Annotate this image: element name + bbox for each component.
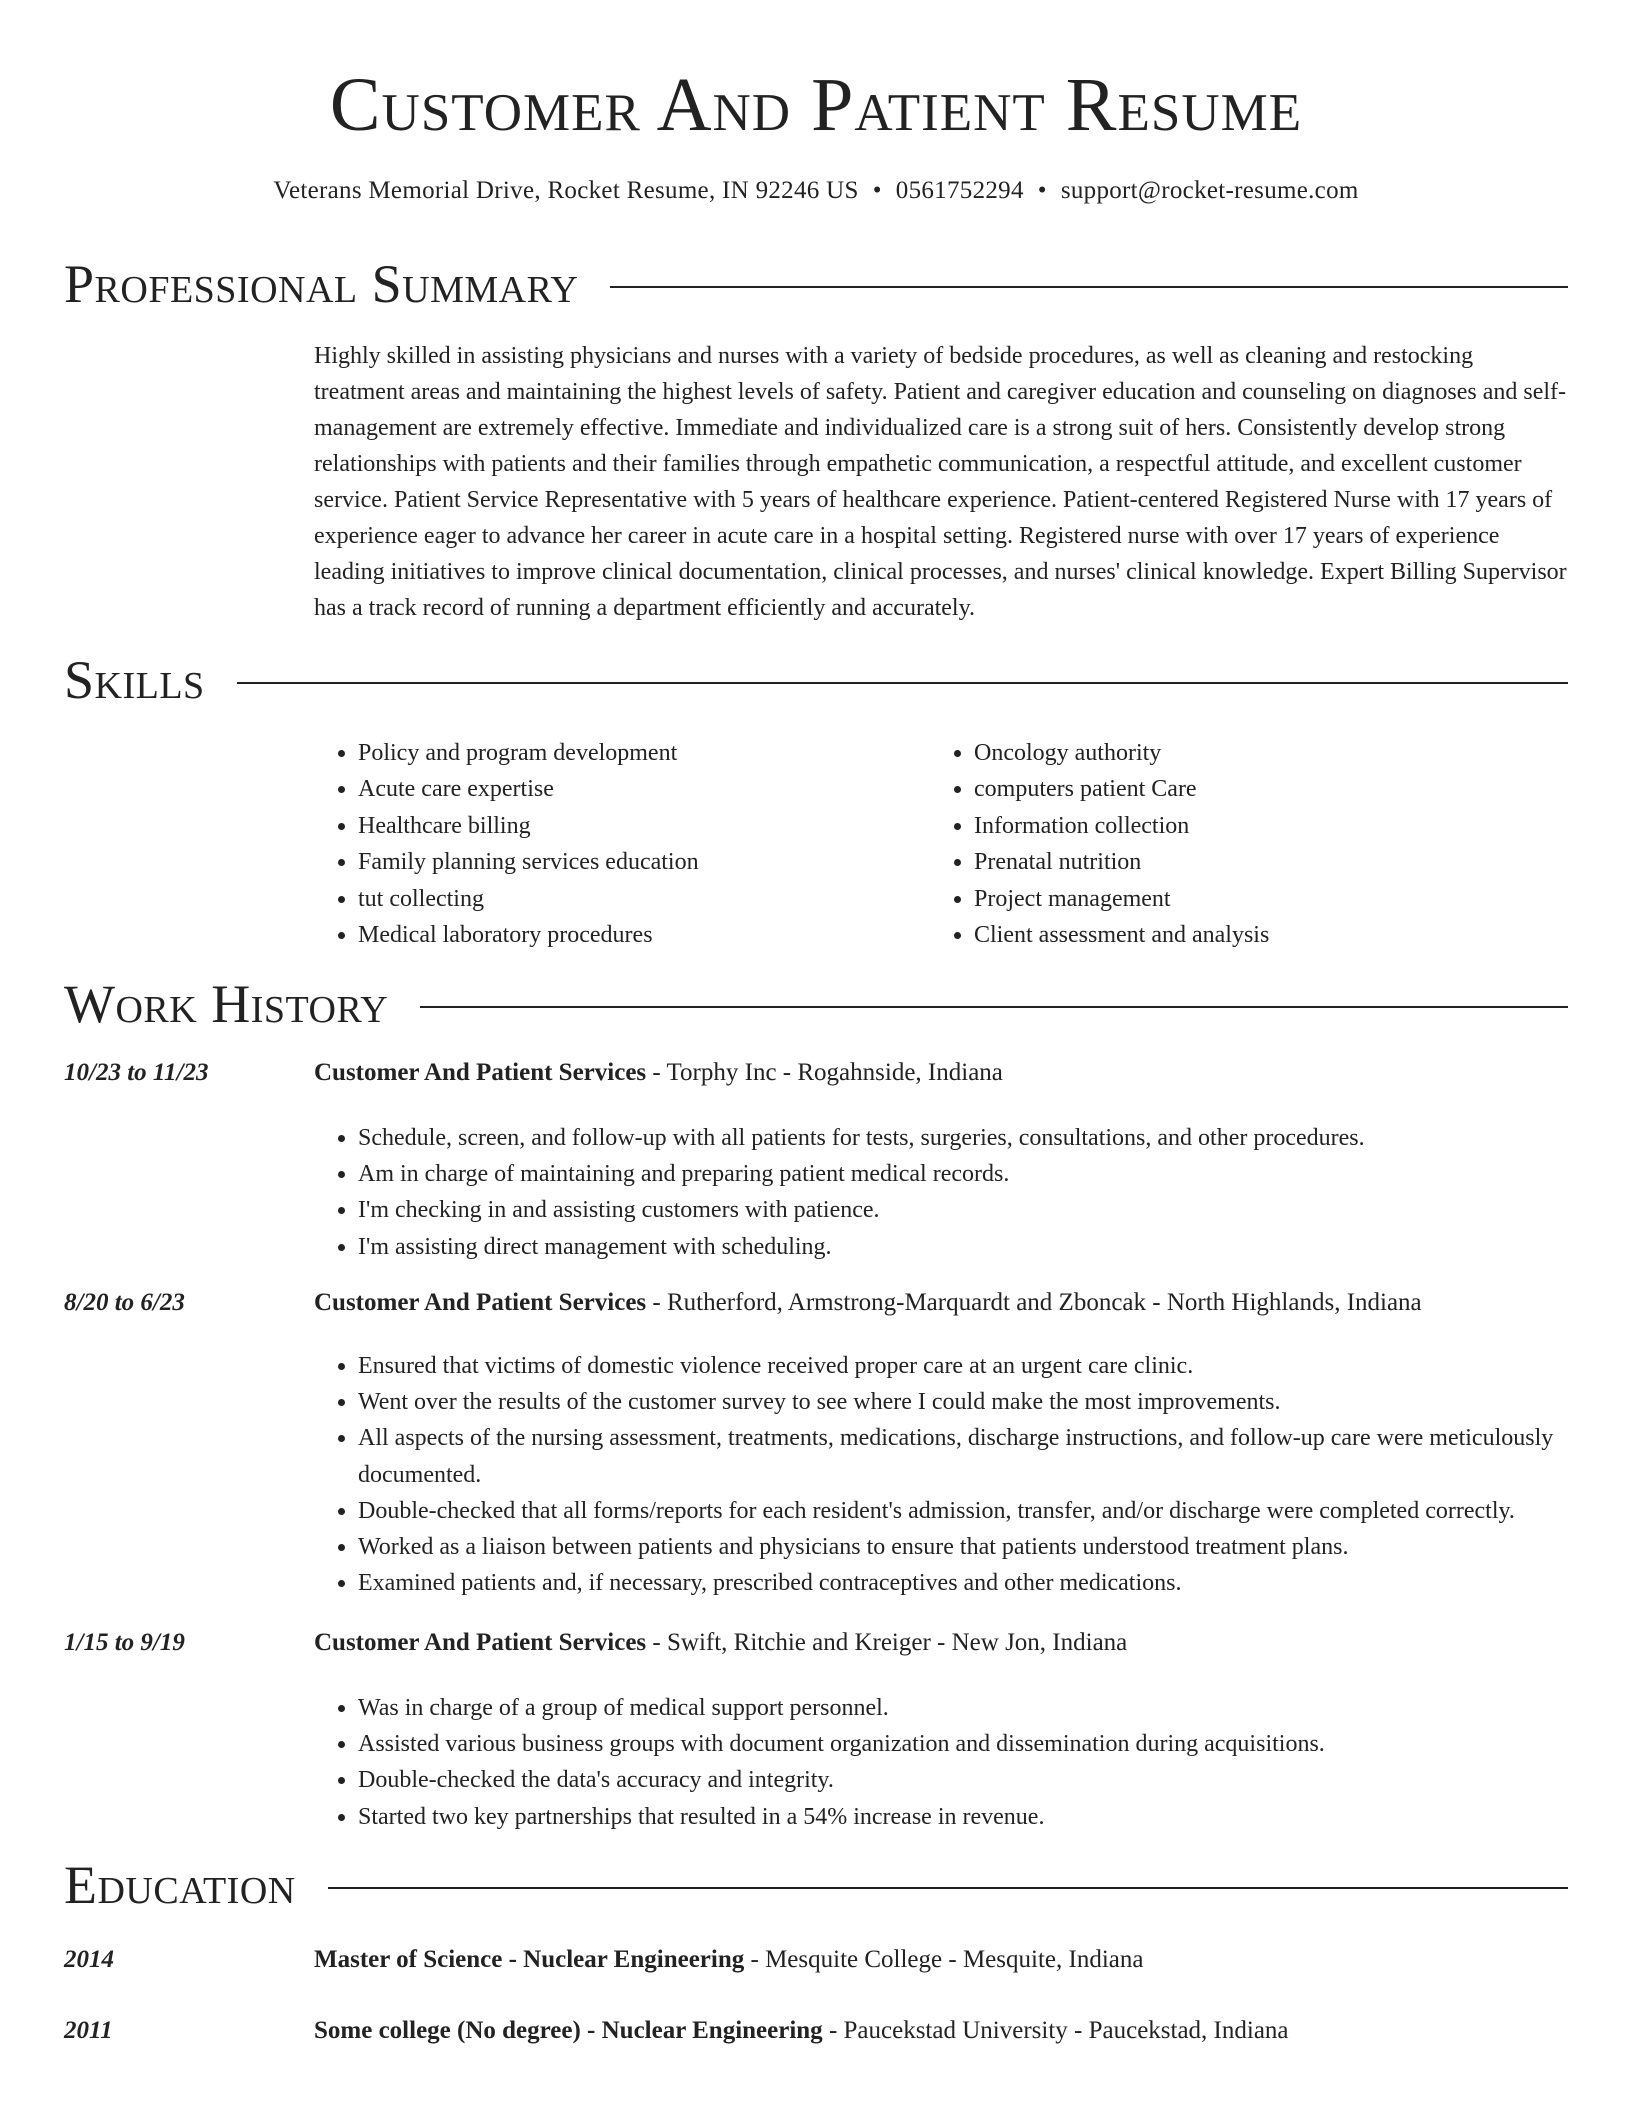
work-heading: Work History bbox=[64, 974, 389, 1034]
job-duty-item: • Am in charge of maintaining and preparing patient medical records. bbox=[358, 1156, 1568, 1192]
job-duty-item: • Double-checked that all forms/reports for each resident's admission, transfer, and/or discharge were completed correctly. bbox=[358, 1493, 1568, 1529]
education-year: 2014 bbox=[64, 1946, 114, 1973]
skill-item: • Healthcare billing bbox=[358, 808, 930, 844]
job-duty-item: • Schedule, screen, and follow-up with all patients for tests, surgeries, consultations, and other procedures. bbox=[358, 1120, 1568, 1156]
skills-section-heading bbox=[64, 648, 1568, 712]
job-employer: - Rutherford, Armstrong-Marquardt and Zboncak - North Highlands, Indiana bbox=[646, 1289, 1422, 1316]
education-heading: Education bbox=[64, 1855, 296, 1915]
job-duty-item: • Assisted various business groups with document organization and dissemination during acquisitions. bbox=[358, 1726, 1568, 1762]
job-title: Customer And Patient Services bbox=[314, 1289, 647, 1316]
education-year: 2011 bbox=[64, 2017, 113, 2044]
skills-column-right bbox=[930, 735, 1546, 953]
education-degree: Master of Science - Nuclear Engineering bbox=[314, 1946, 745, 1973]
section-divider bbox=[328, 1887, 1568, 1889]
education-school: - Paucekstad University - Paucekstad, Indiana bbox=[822, 2017, 1289, 2044]
job-title-line bbox=[314, 1285, 1568, 1321]
work-section-heading bbox=[64, 972, 1568, 1036]
skill-item: • Client assessment and analysis bbox=[974, 917, 1546, 953]
skill-item: • Prenatal nutrition bbox=[974, 844, 1546, 880]
section-divider bbox=[420, 1006, 1568, 1008]
skill-item: • Project management bbox=[974, 881, 1546, 917]
job-duty-item: • Double-checked the data's accuracy and integrity. bbox=[358, 1762, 1568, 1798]
contact-email: support@rocket-resume.com bbox=[1060, 177, 1359, 204]
job-duty-item: • Was in charge of a group of medical support personnel. bbox=[358, 1690, 1568, 1726]
contact-address: Veterans Memorial Drive, Rocket Resume, IN 92246 US bbox=[273, 177, 859, 204]
contact-separator: • bbox=[1037, 177, 1047, 204]
job-duties bbox=[314, 1348, 1568, 1601]
skills-column-left bbox=[314, 735, 930, 953]
education-entry bbox=[314, 1942, 1568, 1978]
skill-item: • Medical laboratory procedures bbox=[358, 917, 930, 953]
contact-phone: 0561752294 bbox=[895, 177, 1024, 204]
job-duty-item: • All aspects of the nursing assessment, treatments, medications, discharge instructions, and follow-up care were meticulously documented. bbox=[358, 1420, 1568, 1492]
summary-heading: Professional Summary bbox=[64, 254, 579, 314]
job-duty-item: • Went over the results of the customer survey to see where I could make the most improvements. bbox=[358, 1384, 1568, 1420]
education-degree: Some college (No degree) - Nuclear Engineering bbox=[314, 2017, 823, 2044]
education-school: - Mesquite College - Mesquite, Indiana bbox=[744, 1946, 1144, 1973]
resume-title: Customer And Patient Resume bbox=[329, 63, 1303, 147]
skill-item: • Family planning services education bbox=[358, 844, 930, 880]
job-duties bbox=[314, 1690, 1568, 1835]
skills-heading: Skills bbox=[64, 650, 205, 710]
job-duty-item: • Ensured that victims of domestic violence received proper care at an urgent care clinic. bbox=[358, 1348, 1568, 1384]
section-divider bbox=[610, 286, 1568, 288]
skill-item: • tut collecting bbox=[358, 881, 930, 917]
education-section-heading bbox=[64, 1853, 1568, 1917]
job-title: Customer And Patient Services bbox=[314, 1059, 647, 1086]
job-dates: 10/23 to 11/23 bbox=[64, 1059, 209, 1086]
job-dates: 8/20 to 6/23 bbox=[64, 1289, 185, 1316]
job-duties bbox=[314, 1120, 1568, 1265]
section-divider bbox=[237, 682, 1568, 684]
contact-line bbox=[64, 174, 1568, 208]
skill-item: • Policy and program development bbox=[358, 735, 930, 771]
job-duty-item: • Examined patients and, if necessary, prescribed contraceptives and other medications. bbox=[358, 1565, 1568, 1601]
skill-item: • Information collection bbox=[974, 808, 1546, 844]
job-duty-item: • Worked as a liaison between patients and physicians to ensure that patients understood treatment plans. bbox=[358, 1529, 1568, 1565]
contact-separator: • bbox=[872, 177, 882, 204]
job-duty-item: • Started two key partnerships that resulted in a 54% increase in revenue. bbox=[358, 1799, 1568, 1835]
job-title-line bbox=[314, 1055, 1568, 1091]
skills-list bbox=[314, 735, 1568, 953]
skill-item: • Oncology authority bbox=[974, 735, 1546, 771]
job-dates: 1/15 to 9/19 bbox=[64, 1629, 185, 1656]
job-title-line bbox=[314, 1625, 1568, 1661]
skill-item: • computers patient Care bbox=[974, 771, 1546, 807]
education-entry bbox=[314, 2013, 1568, 2049]
job-employer: - Torphy Inc - Rogahnside, Indiana bbox=[646, 1059, 1003, 1086]
job-employer: - Swift, Ritchie and Kreiger - New Jon, Indiana bbox=[646, 1629, 1128, 1656]
summary-text: Highly skilled in assisting physicians and nurses with a variety of bedside procedures, as well as cleaning and restocking treatment areas and maintaining the highest levels of safety. Patient and caregiver education and counseling on diagnoses and self-management are extremely effective. Immediate and individualized care is a strong suit of hers. Consistently develop strong relationships with patients and their families through empathetic communication, a respectful attitude, and excellent customer service. Patient Service Representative with 5 years of healthcare experience. Patient-centered Registered Nurse with 17 years of experience eager to advance her career in acute care in a hospital setting. Registered nurse with over 17 years of experience leading initiatives to improve clinical documentation, clinical processes, and nurses' clinical knowledge. Expert Billing Supervisor has a track record of running a department efficiently and accurately. bbox=[314, 343, 1567, 621]
skill-item: • Acute care expertise bbox=[358, 771, 930, 807]
job-title: Customer And Patient Services bbox=[314, 1629, 647, 1656]
job-duty-item: • I'm assisting direct management with scheduling. bbox=[358, 1229, 1568, 1265]
summary-section-heading bbox=[64, 252, 1568, 316]
job-duty-item: • I'm checking in and assisting customers with patience. bbox=[358, 1192, 1568, 1228]
